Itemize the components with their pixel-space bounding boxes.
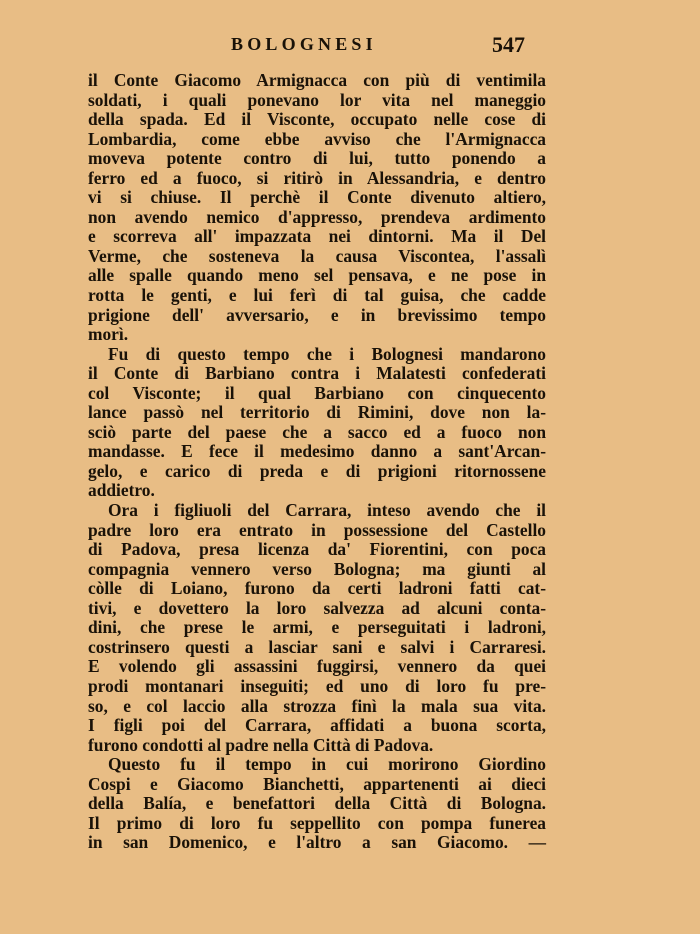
text-line: di Padova, presa licenza da' Fiorentini, con poca [88, 539, 546, 560]
text-line: prigione dell' avversario, e in brevissimo tempo [88, 304, 546, 325]
running-title: BOLOGNESI [231, 34, 377, 54]
text-line: costrinsero questi a lasciar sani e salvi i Carraresi. [88, 636, 546, 657]
text-line: lance passò nel territorio di Rimini, dove non la- [88, 402, 546, 423]
text-line: della spada. Ed il Visconte, occupato nelle cose di [88, 109, 546, 130]
text-line: Questo fu il tempo in cui morirono Giordino [108, 754, 546, 775]
text-line: ferro ed a fuoco, si ritirò in Alessandria, e dentro [88, 167, 546, 188]
text-line: E volendo gli assassini fuggirsi, vennero da quei [88, 656, 546, 677]
text-line: vi si chiuse. Il perchè il Conte divenuto altiero, [88, 187, 546, 208]
text-line: il Conte di Barbiano contra i Malatesti confederati [88, 363, 546, 384]
text-line: so, e col laccio alla strozza finì la mala sua vita. [88, 695, 546, 716]
body-text [88, 71, 546, 853]
text-line: moveva potente contro di lui, tutto ponendo a [88, 148, 546, 169]
text-line: Verme, che sosteneva la causa Viscontea, l'assalì [88, 245, 546, 266]
text-line: furono condotti al padre nella Città di Padova. [88, 734, 434, 755]
text-line: tivi, e dovettero la loro salvezza ad alcuni conta- [88, 597, 546, 618]
page-number: 547 [492, 32, 525, 57]
text-line: padre loro era entrato in possessione del Castello [88, 519, 546, 540]
text-line: Ora i figliuoli del Carrara, inteso avendo che il [108, 500, 546, 521]
text-line: Fu di questo tempo che i Bolognesi mandarono [108, 343, 546, 364]
text-line: col Visconte; il qual Barbiano con cinquecento [88, 382, 546, 403]
text-line: addietro. [88, 480, 155, 501]
text-line: soldati, i quali ponevano lor vita nel maneggio [88, 89, 546, 110]
text-line: rotta le genti, e lui ferì di tal guisa, che cadde [88, 285, 546, 306]
text-line: gelo, e carico di preda e di prigioni ritornossene [88, 460, 546, 481]
text-line: della Balía, e benefattori della Città di Bologna. [88, 793, 546, 814]
text-line: Il primo di loro fu seppellito con pompa funerea [88, 812, 546, 833]
text-line: prodi montanari inseguiti; ed uno di loro fu pre- [88, 675, 546, 696]
text-line: còlle di Loiano, furono da certi ladroni fatti cat- [88, 578, 546, 599]
text-line: e scorreva all' impazzata nei dintorni. Ma il Del [88, 226, 546, 247]
text-line: mandasse. E fece il medesimo danno a sant'Arcan- [88, 441, 546, 462]
text-line: il Conte Giacomo Armignacca con più di ventimila [88, 70, 546, 90]
text-line: Cospi e Giacomo Bianchetti, appartenenti ai dieci [88, 773, 546, 794]
page-header [0, 34, 700, 60]
text-line: non avendo nemico d'appresso, prendeva ardimento [88, 206, 546, 227]
text-line: compagnia vennero verso Bologna; ma giunti al [88, 558, 546, 579]
text-line: morì. [88, 324, 129, 345]
text-line: I figli poi del Carrara, affidati a buona scorta, [88, 715, 546, 736]
text-line: Lombardia, come ebbe avviso che l'Armignacca [88, 128, 546, 149]
text-line: in san Domenico, e l'altro a san Giacomo. — [88, 832, 546, 853]
text-line: sciò parte del paese che a sacco ed a fuoco non [88, 421, 546, 442]
text-line: dini, che prese le armi, e perseguitati i ladroni, [88, 617, 546, 638]
text-line: alle spalle quando meno sel pensava, e ne pose in [88, 265, 546, 286]
